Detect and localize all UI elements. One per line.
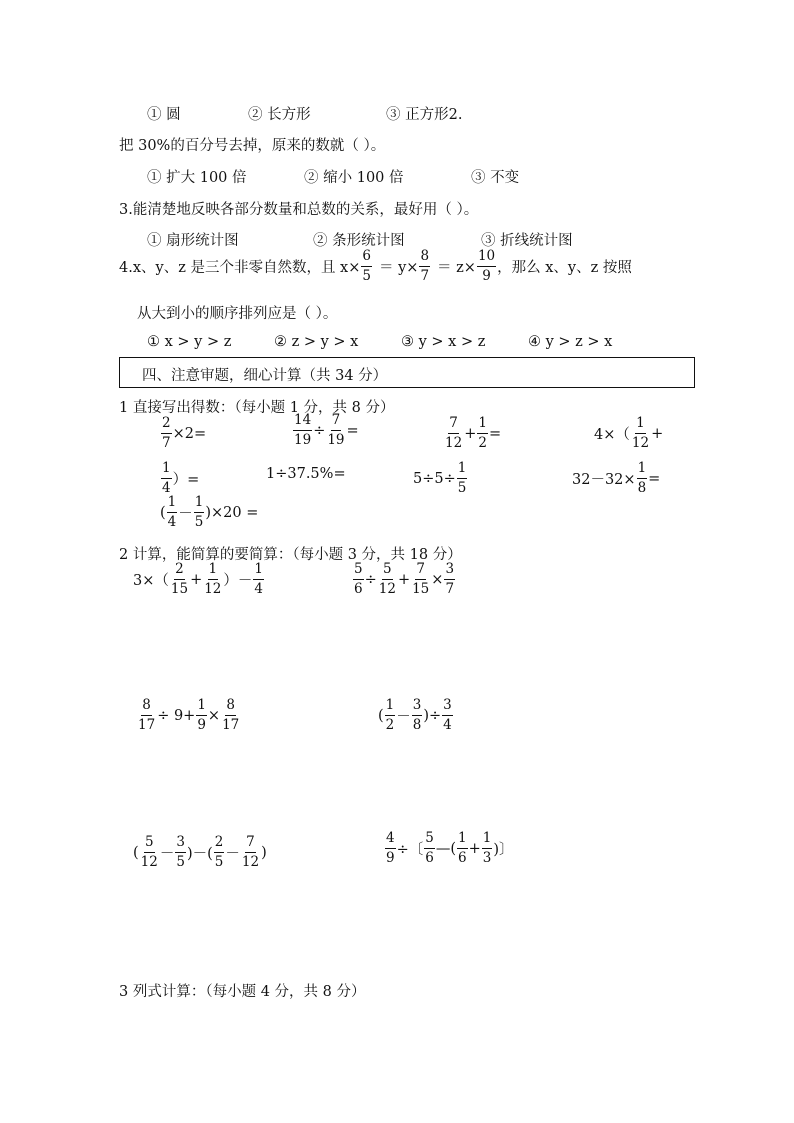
numerator: 14 <box>293 414 312 431</box>
fraction <box>221 699 240 732</box>
denominator: 12 <box>241 853 260 870</box>
question-3-option-1: ① 扇形统计图 <box>147 233 239 249</box>
numerator: 1 <box>457 462 468 479</box>
denominator: 15 <box>170 580 189 597</box>
denominator: 6 <box>458 849 467 866</box>
numerator: 7 <box>331 414 342 431</box>
fraction <box>637 462 648 495</box>
calc-2-3 <box>136 699 241 732</box>
fraction <box>241 836 260 869</box>
numerator: 7 <box>415 563 426 580</box>
numerator: 3 <box>444 563 455 580</box>
part-1-heading: 1 直接写出得数：（每小题 1 分，共 8 分） <box>119 400 395 416</box>
question-3-option-3: ③ 折线统计图 <box>481 233 573 249</box>
expr-1-8 <box>160 496 258 529</box>
calc-2-5 <box>133 836 267 869</box>
numerator: 1 <box>194 496 205 513</box>
fraction <box>137 699 156 732</box>
fraction <box>385 699 396 732</box>
fraction <box>444 417 463 450</box>
fraction <box>170 563 189 596</box>
numerator: 5 <box>424 832 435 849</box>
denominator: 8 <box>637 479 647 496</box>
numerator: 2 <box>214 836 225 853</box>
expr-rest: ×2= <box>172 425 207 442</box>
numerator: 7 <box>245 836 256 853</box>
expr-1-5: 1÷37.5%= <box>266 466 346 482</box>
operator: － <box>225 846 240 862</box>
expr-rest: = <box>648 470 661 487</box>
question-4-mid-1: ＝ y× <box>378 260 419 276</box>
operator: ÷〔 <box>396 842 424 858</box>
expr-1-7 <box>572 462 660 495</box>
denominator: 7 <box>445 580 455 597</box>
question-4-line-2: 从大到小的顺序排列应是（ ）。 <box>137 306 338 322</box>
fraction <box>253 563 264 596</box>
numerator: 3 <box>442 699 453 716</box>
fraction <box>442 699 453 732</box>
expr-rest: )×20 = <box>205 504 259 521</box>
expr-prefix: 5÷5÷ <box>413 470 456 487</box>
operator: － <box>159 846 175 862</box>
question-3-text: 3.能清楚地反映各部分数量和总数的关系，最好用（ ）。 <box>119 202 479 218</box>
fraction-8-7 <box>419 250 430 283</box>
denominator: 5 <box>194 513 204 530</box>
question-4-suffix: ，那么 x、y、z 按照 <box>497 260 632 276</box>
fraction <box>385 832 396 865</box>
expr-prefix: ( <box>133 844 139 861</box>
fraction <box>161 462 172 495</box>
denominator: 12 <box>378 580 396 597</box>
calc-2-6 <box>384 832 514 865</box>
operator: + <box>397 571 411 588</box>
numerator: 1 <box>253 563 264 580</box>
fraction-10-9 <box>477 250 496 283</box>
expr-prefix: 4×（ <box>594 427 630 443</box>
numerator: 8 <box>419 250 430 267</box>
operator: + <box>190 571 203 588</box>
denominator: 6 <box>425 849 434 866</box>
fraction <box>161 417 172 450</box>
expr-1-6 <box>413 462 468 495</box>
fraction <box>140 836 159 869</box>
denominator: 9 <box>386 849 395 866</box>
fraction <box>293 414 312 447</box>
expr-suffix: ) <box>261 844 267 861</box>
denominator: 2 <box>478 434 487 451</box>
question-4-option-3: ③ y > x > z <box>401 334 486 350</box>
numerator: 7 <box>448 417 459 434</box>
denominator: 19 <box>327 431 345 448</box>
numerator: 1 <box>477 417 488 434</box>
numerator: 1 <box>637 462 648 479</box>
denominator: 8 <box>412 716 422 733</box>
question-4-option-1: ① x > y > z <box>147 334 232 350</box>
operator: － <box>178 506 193 522</box>
question-4-mid-2: ＝ z× <box>437 260 476 276</box>
fraction <box>214 836 225 869</box>
operator: － <box>396 709 411 725</box>
question-2-option-1: ① 扩大 100 倍 <box>147 170 247 186</box>
numerator: 2 <box>161 417 172 434</box>
denominator: 5 <box>176 853 185 870</box>
fraction-6-5 <box>361 250 372 283</box>
denominator: 5 <box>362 267 371 284</box>
denominator: 12 <box>445 434 463 451</box>
numerator: 3 <box>175 836 186 853</box>
denominator: 2 <box>385 716 395 733</box>
denominator: 5 <box>457 479 467 496</box>
fraction <box>412 699 423 732</box>
expr-prefix: ( <box>160 504 166 521</box>
question-2-option-3: ③ 不变 <box>471 170 520 186</box>
operator: )－( <box>186 846 213 862</box>
denominator: 7 <box>420 267 430 284</box>
numerator: 4 <box>385 832 396 849</box>
calc-2-4 <box>378 699 454 732</box>
section-4-header-box <box>119 357 695 388</box>
fraction <box>457 462 468 495</box>
question-2-option-2: ② 缩小 100 倍 <box>304 170 404 186</box>
numerator: 8 <box>225 699 236 716</box>
question-3-option-2: ② 条形统计图 <box>313 233 405 249</box>
numerator: 1 <box>196 699 207 716</box>
denominator: 3 <box>482 849 492 866</box>
operator: + <box>468 840 481 857</box>
expr-1-3 <box>443 417 501 450</box>
expr-prefix: 32－32× <box>572 472 636 488</box>
part-3-heading: 3 列式计算：（每小题 4 分，共 8 分） <box>119 984 366 1000</box>
operator: × <box>431 571 444 588</box>
denominator: 4 <box>162 479 171 496</box>
denominator: 5 <box>214 853 224 870</box>
denominator: 12 <box>631 434 650 451</box>
numerator: 2 <box>174 563 185 580</box>
denominator: 9 <box>197 716 206 733</box>
question-4-prefix: 4.x、y、z 是三个非零自然数，且 x× <box>119 260 361 276</box>
denominator: 17 <box>138 716 156 733</box>
numerator: 10 <box>477 250 496 267</box>
operator: ÷ 9+ <box>157 707 196 724</box>
question-4-line-1 <box>119 250 632 283</box>
denominator: 6 <box>354 580 363 597</box>
operator: ÷ <box>313 422 326 439</box>
denominator: 12 <box>140 853 158 870</box>
fraction <box>457 832 468 865</box>
denominator: 4 <box>167 513 177 530</box>
denominator: 19 <box>294 431 312 448</box>
operator: —( <box>435 840 457 857</box>
operator: ）－ <box>223 573 253 589</box>
denominator: 7 <box>162 434 171 451</box>
question-4-option-4: ④ y > z > x <box>528 334 613 350</box>
fraction <box>203 563 222 596</box>
numerator: 5 <box>144 836 155 853</box>
section-4-title: 四、注意审题，细心计算（共 34 分） <box>142 368 388 384</box>
expr-rest: = <box>488 425 502 442</box>
fraction <box>424 832 435 865</box>
numerator: 1 <box>457 832 468 849</box>
denominator: 4 <box>443 716 452 733</box>
fraction <box>482 832 493 865</box>
calc-2-1 <box>133 563 265 596</box>
option-circle: ① 圆 <box>147 107 181 123</box>
operator: )÷ <box>423 707 442 724</box>
expr-1-1 <box>160 417 206 450</box>
denominator: 9 <box>482 267 491 284</box>
fraction <box>194 496 205 529</box>
denominator: 17 <box>222 716 240 733</box>
expr-1-4 <box>594 417 663 450</box>
fraction <box>196 699 207 732</box>
fraction <box>444 563 455 596</box>
expr-prefix: 3×（ <box>133 573 169 589</box>
expr-prefix: ( <box>378 707 384 724</box>
fraction <box>353 563 364 596</box>
expr-rest: = <box>346 422 359 439</box>
numerator: 5 <box>353 563 364 580</box>
operator: + <box>464 425 477 442</box>
expr-1-2 <box>292 414 359 447</box>
numerator: 3 <box>412 699 423 716</box>
denominator: 15 <box>412 580 430 597</box>
denominator: 12 <box>204 580 222 597</box>
numerator: 1 <box>167 496 178 513</box>
fraction <box>167 496 178 529</box>
numerator: 1 <box>635 417 646 434</box>
expr-1-4-continued <box>160 462 199 495</box>
expr-rest: + <box>651 425 664 442</box>
operator: × <box>207 707 221 724</box>
numerator: 6 <box>361 250 372 267</box>
fraction <box>477 417 488 450</box>
fraction <box>326 414 345 447</box>
option-rectangle: ② 长方形 <box>248 107 311 123</box>
fraction <box>378 563 397 596</box>
numerator: 5 <box>382 563 393 580</box>
expr-rest: ）= <box>172 472 200 488</box>
operator: ÷ <box>364 571 377 588</box>
numerator: 1 <box>208 563 219 580</box>
option-square: ③ 正方形2. <box>386 107 463 123</box>
numerator: 1 <box>161 462 172 479</box>
expr-suffix: )〕 <box>493 842 514 858</box>
fraction <box>631 417 650 450</box>
numerator: 1 <box>482 832 493 849</box>
question-4-option-2: ② z > y > x <box>274 334 359 350</box>
part-2-heading: 2 计算，能简算的要简算：（每小题 3 分，共 18 分） <box>119 547 462 563</box>
fraction <box>175 836 186 869</box>
calc-2-2 <box>352 563 456 596</box>
denominator: 4 <box>254 580 263 597</box>
question-2-text: 把 30%的百分号去掉，原来的数就（ ）。 <box>119 138 386 154</box>
fraction <box>411 563 430 596</box>
numerator: 1 <box>385 699 396 716</box>
numerator: 8 <box>141 699 152 716</box>
